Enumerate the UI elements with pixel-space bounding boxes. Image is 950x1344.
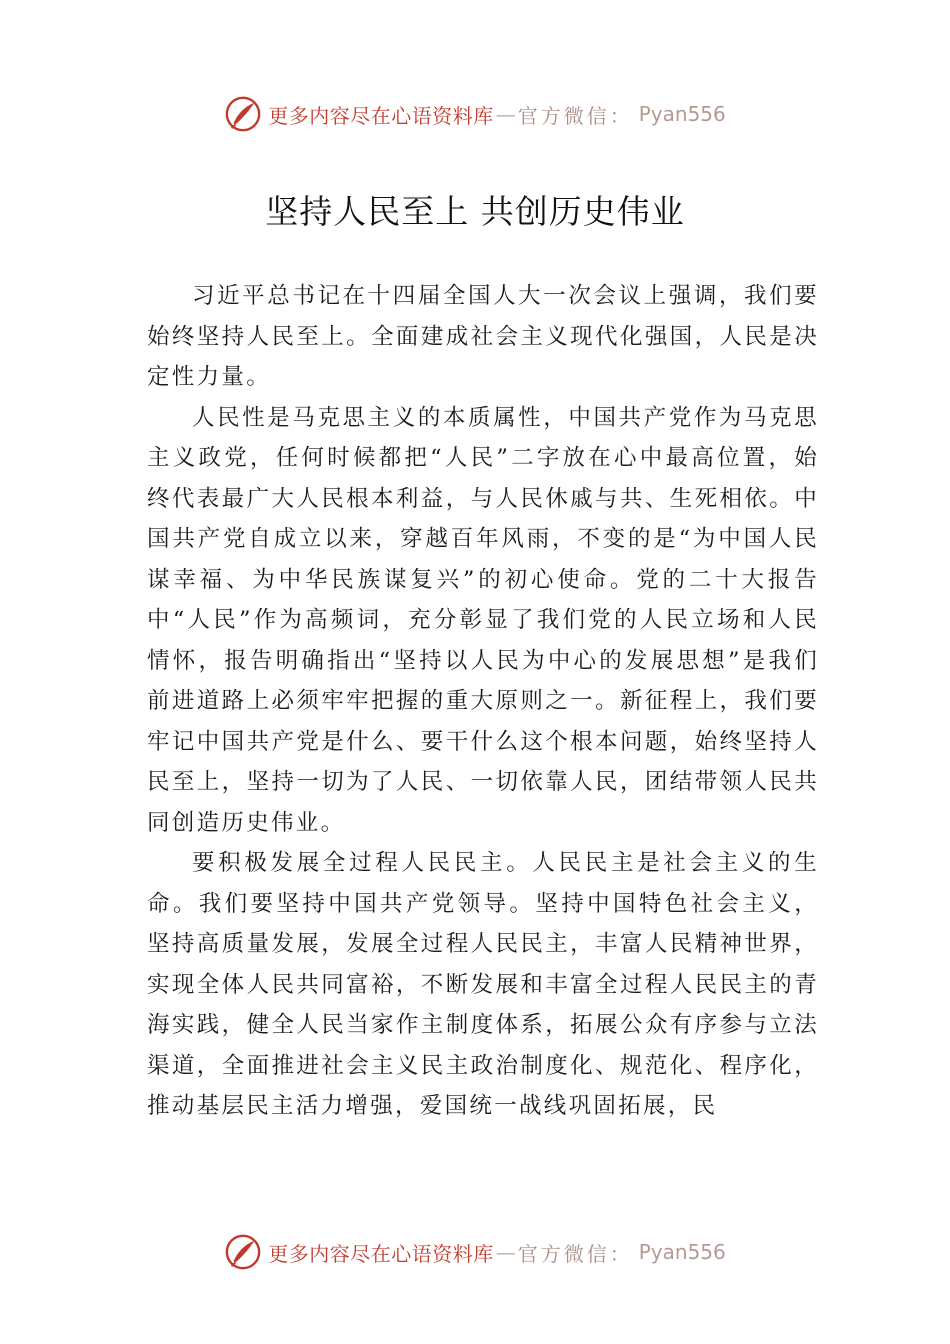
document-body [147,276,819,1127]
quill-logo-icon [224,1233,262,1271]
header-watermark-banner [0,94,950,134]
paragraph-1: 习近平总书记在十四届全国人大一次会议上强调，我们要始终坚持人民至上。全面建成社会主义现代化强国，人民是决定性力量。 [147,283,819,390]
banner-separator: — [495,102,516,126]
banner-text: 更多内容尽在心语资料库 [268,1241,494,1266]
paragraph-3: 要积极发展全过程人民民主。人民民主是社会主义的生命。我们要坚持中国共产党领导。坚持中国特色社会主义， 坚持高质量发展，发展全过程人民民主，丰富人民精神世界， 实现全体人民共同富裕，不断发展和丰富全过程人民民主的青海实践，健全人民当家作主制度体系，拓展公众有序参与立法渠道，全面推进社会主义民主政治制度化、规范化、程序化，推动基层民主活力增强，爱国统一战线巩固拓展，民 [147,850,819,1119]
paragraph-2: 人民性是马克思主义的本质属性，中国共产党作为马克思主义政党，任何时候都把“人民”二字放在心中最高位置，始终代表最广大人民根本利益，与人民休戚与共、生死相依。中国共产党自成立以来，穿越百年风雨，不变的是“为中国人民谋幸福、为中华民族谋复兴”的初心使命。党的二十大报告中“人民”作为高频词，充分彰显了我们党的人民立场和人民情怀，报告明确指出“坚持以人民为中心的发展思想”是我们前进道路上必须牢牢把握的重大原则之一。新征程上，我们要牢记中国共产党是什么、要干什么这个根本问题，始终坚持人民至上，坚持一切为了人民、一切依靠人民，团结带领人民共同创造历史伟业。 [147,404,819,836]
banner-wechat-id: Pyan556 [638,102,726,126]
banner-text: 更多内容尽在心语资料库 [268,103,494,128]
banner-label: 官方微信： [517,103,633,128]
banner-wechat-id: Pyan556 [638,1240,726,1264]
banner-label: 官方微信： [517,1241,633,1266]
banner-separator: — [495,1240,516,1264]
quill-logo-icon [224,95,262,133]
document-title: 坚持人民至上 共创历史伟业 [265,192,685,231]
footer-watermark-banner [0,1232,950,1272]
